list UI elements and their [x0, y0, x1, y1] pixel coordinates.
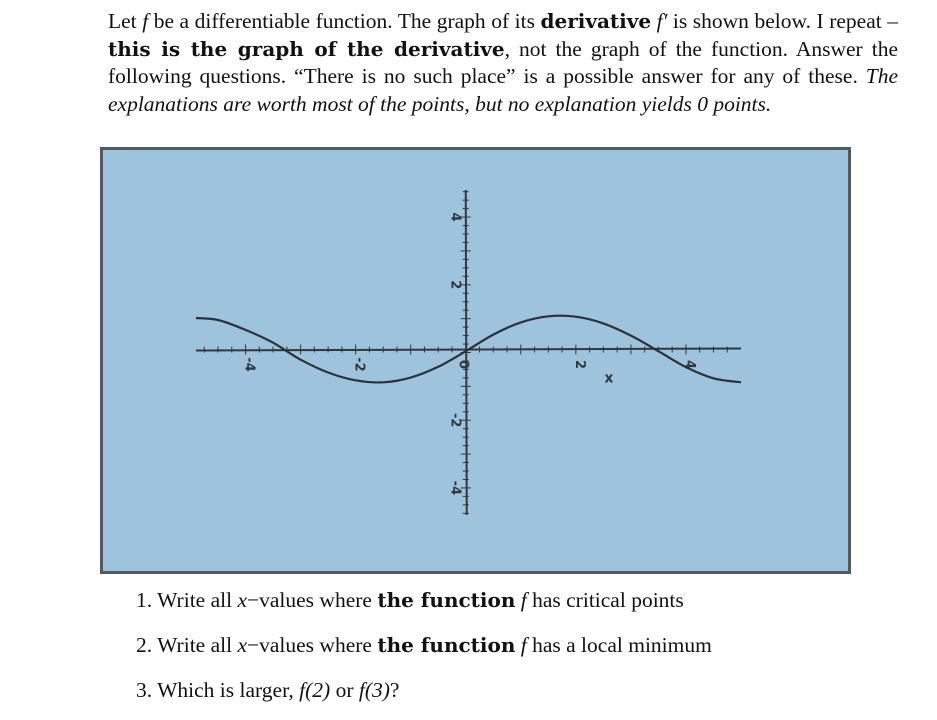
question-text: ?	[389, 678, 400, 702]
math-f: f	[520, 588, 527, 612]
question-number: 3.	[136, 678, 153, 702]
x-axis-label: x	[604, 370, 614, 387]
problem-intro	[108, 8, 898, 118]
math-x: x	[237, 588, 247, 612]
derivative-plot	[103, 150, 848, 571]
question-emphasis: the function	[377, 633, 516, 657]
question-text: or	[330, 678, 359, 702]
question-text: has a local minimum	[526, 633, 712, 657]
question-list	[136, 585, 896, 720]
question-text: Write all	[157, 633, 238, 657]
math-f-of-3: f(3)	[358, 678, 390, 702]
question-item	[136, 585, 896, 630]
question-text: has critical points	[526, 588, 684, 612]
x-tick-label: 2	[571, 359, 587, 370]
y-tick-label: 2	[447, 280, 463, 290]
x-tick-label: 4	[681, 359, 697, 370]
question-text: Which is larger,	[157, 678, 300, 702]
intro-text: , not the graph of the function. Answer the following questions. “There is no such place” is a possible answer for any of these.	[108, 36, 898, 88]
question-item	[136, 675, 896, 720]
question-number: 2.	[136, 633, 153, 657]
y-tick-label: -4	[447, 480, 463, 496]
question-text: −values where	[247, 633, 378, 657]
question-number: 1.	[136, 588, 153, 612]
x-tick-label: 0	[455, 359, 471, 370]
intro-italic-note: The explanations are worth most of the points, but no explanation yields 0 points.	[108, 64, 898, 116]
intro-text: be a differentiable function. The graph of its	[148, 9, 541, 33]
question-text: −values where	[247, 588, 378, 612]
intro-text: is shown below. I repeat –	[667, 9, 898, 33]
y-tick-label: -2	[447, 412, 463, 428]
math-f: f	[142, 9, 149, 33]
x-tick-label: -2	[351, 357, 367, 372]
y-tick-label: 4	[447, 212, 463, 222]
emphasis-derivative: derivative	[540, 9, 652, 33]
math-f: f	[520, 633, 527, 657]
derivative-graph-figure	[100, 147, 851, 574]
question-item	[136, 630, 896, 675]
x-tick-label: -4	[241, 357, 257, 372]
intro-text: Let	[108, 9, 143, 33]
emphasis-repeat: this is the graph of the derivative	[108, 36, 505, 61]
math-f-of-2: f(2)	[299, 678, 331, 702]
math-x: x	[237, 633, 247, 657]
question-text: Write all	[157, 588, 238, 612]
math-fprime: f′	[656, 9, 668, 33]
question-emphasis: the function	[377, 588, 516, 612]
